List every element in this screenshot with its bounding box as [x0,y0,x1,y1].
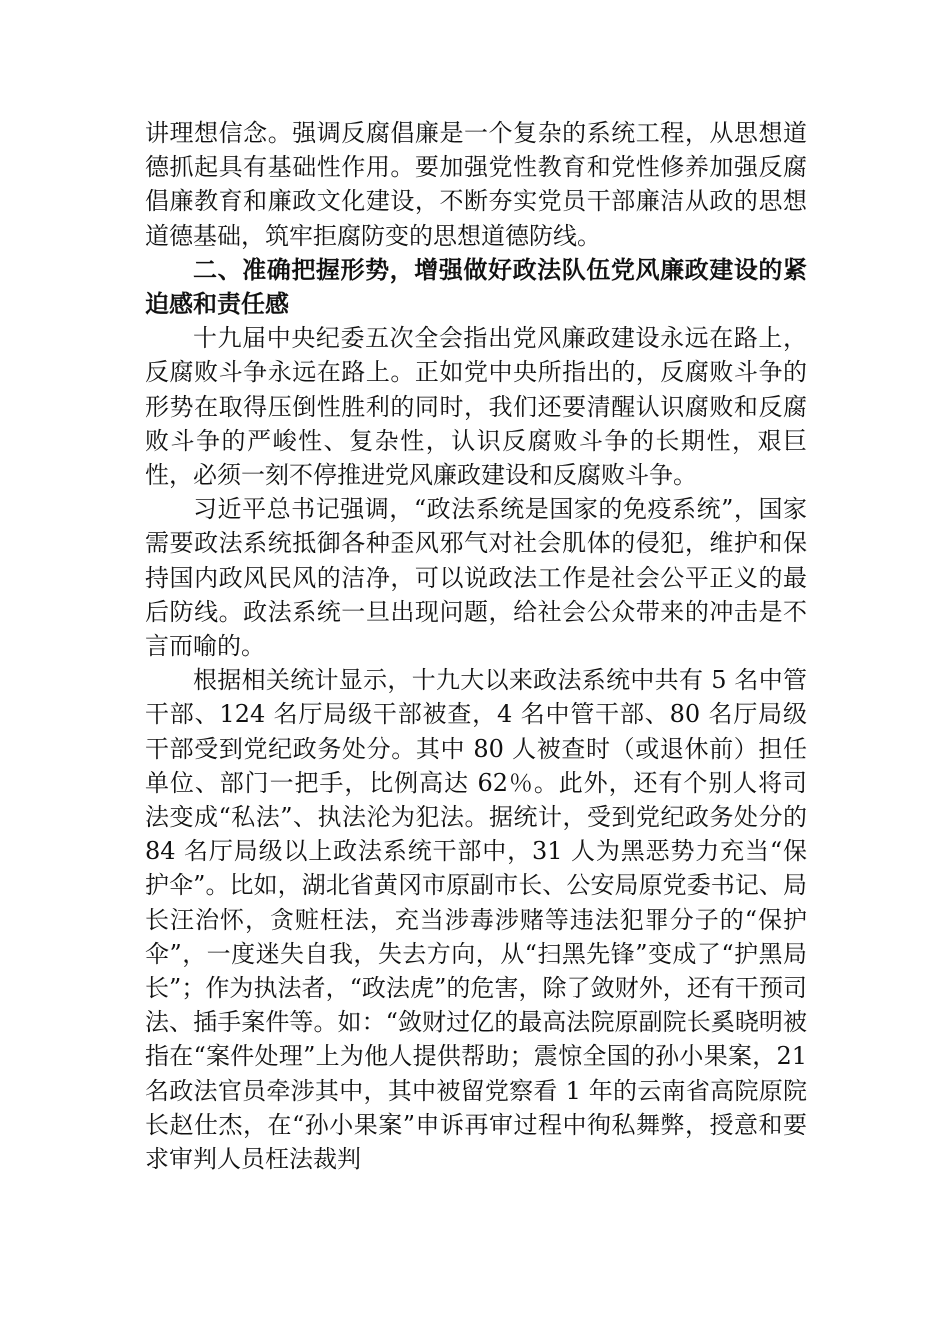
document-page [145,116,807,1176]
paragraph-continuation: 讲理想信念。强调反腐倡廉是一个复杂的系统工程，从思想道德抓起具有基础性作用。要加强党性教育和党性修养加强反腐倡廉教育和廉政文化建设，不断夯实党员干部廉洁从政的思想道德基础，筑牢拒腐防变的思想道德防线。 [145,119,807,250]
section-heading: 二、准确把握形势，增强做好政法队伍党风廉政建设的紧迫感和责任感 [145,254,807,319]
paragraph: 根据相关统计显示，十九大以来政法系统中共有 5 名中管干部、124 名厅局级干部被查，4 名中管干部、80 名厅局级干部受到党纪政务处分。其中 80 人被查时（或退休前）担任单位、部门一把手，比例高达 62％。此外，还有个别人将司法变成“私法”、执法沦为犯法。据统计，受到党纪政务处分的 84 名厅局级以上政法系统干部中，31 人为黑恶势力充当“保护伞”。比如，湖北省黄冈市原副市长、公安局原党委书记、局长汪治怀，贪赃枉法，充当涉毒涉赌等违法犯罪分子的“保护伞”，一度迷失自我，失去方向，从“扫黑先锋”变成了“护黑局长”；作为执法者，“政法虎”的危害，除了敛财外，还有干预司法、插手案件等。如：“敛财过亿的最高法院原副院长奚晓明被指在“案件处理”上为他人提供帮助；震惊全国的孙小果案，21 名政法官员牵涉其中，其中被留党察看 1 年的云南省高院原院长赵仕杰，在“孙小果案”申诉再审过程中徇私舞弊，授意和要求审判人员枉法裁判 [145,666,807,1174]
paragraph: 习近平总书记强调，“政法系统是国家的免疫系统”，国家需要政法系统抵御各种歪风邪气对社会肌体的侵犯，维护和保持国内政风民风的洁净，可以说政法工作是社会公平正义的最后防线。政法系统一旦出现问题，给社会公众带来的冲击是不言而喻的。 [145,495,807,661]
paragraph: 十九届中央纪委五次全会指出党风廉政建设永远在路上，反腐败斗争永远在路上。正如党中央所指出的，反腐败斗争的形势在取得压倒性胜利的同时，我们还要清醒认识腐败和反腐败斗争的严峻性、复杂性，认识反腐败斗争的长期性，艰巨性，必须一刻不停推进党风廉政建设和反腐败斗争。 [145,324,807,490]
